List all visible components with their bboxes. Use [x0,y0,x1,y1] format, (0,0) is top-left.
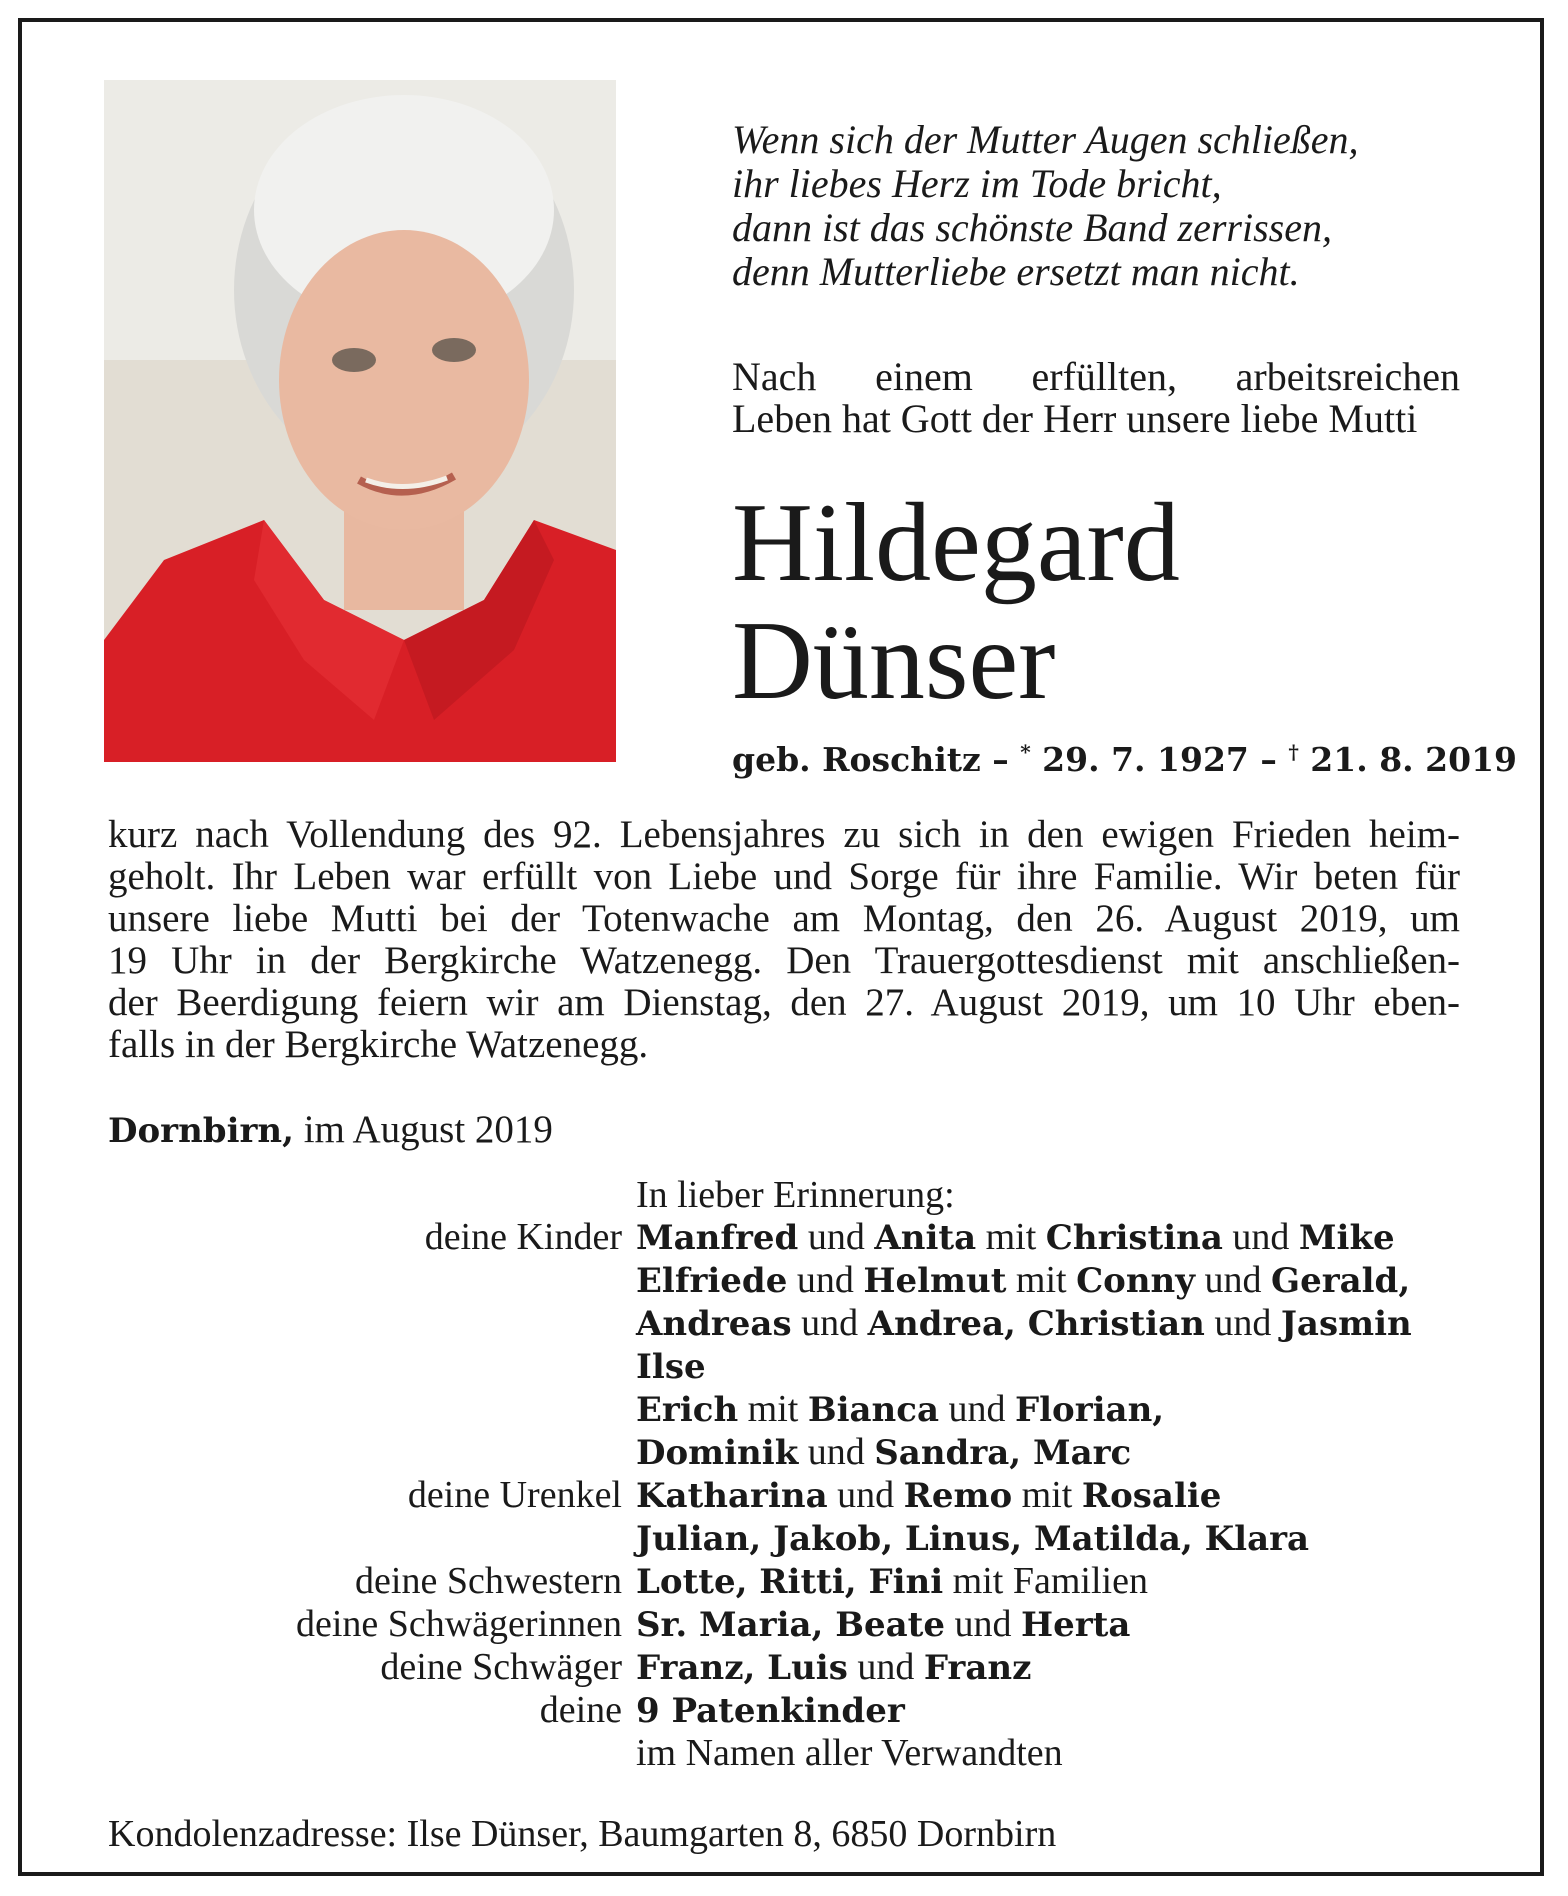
connector-text: und [787,1259,864,1301]
body-line: kurz nach Vollendung des 92. Lebensjahres zu sich in den ewigen Frieden heim- [108,813,1460,856]
mourner-names [636,1302,1412,1345]
poem [732,118,1492,294]
condolence-address: Kondolenzadresse: Ilse Dünser, Baumgarten 8, 6850 Dornbirn [108,1813,1057,1855]
relation-label [200,1732,636,1774]
mourner-row [200,1302,1500,1345]
mourner-name: Helmut [863,1261,1007,1301]
mourner-name: Franz [923,1648,1032,1688]
body-line: unsere liebe Mutti bei der Totenwache am Montag, den 26. August 2019, um [108,897,1460,940]
mourner-name: Anita [874,1218,977,1258]
deceased-name [732,481,1492,723]
mourner-names [636,1646,1031,1689]
death-date: 21. 8. 2019 [1298,740,1517,779]
mourner-name: Remo [903,1476,1013,1516]
relation-label [200,1388,636,1431]
mourners-header: In lieber Erinnerung: [636,1174,955,1216]
mourner-names [636,1345,706,1388]
mourner-names [636,1216,1395,1259]
mourner-names [636,1732,1063,1774]
mourners-list [200,1174,1500,1774]
connector-text: und [1195,1259,1272,1301]
mourner-name: Florian, [1015,1390,1165,1430]
mourner-name: Rosalie [1081,1476,1222,1516]
mourner-name: Manfred [636,1218,799,1258]
place-city: Dornbirn, [108,1111,294,1151]
connector-text: und [798,1216,875,1258]
connector-text: mit [1006,1259,1077,1301]
relation-label: deine Schwägerinnen [295,1603,622,1645]
birth-symbol: * [1020,740,1031,764]
mourner-name: Sandra, Marc [874,1433,1132,1473]
mourner-row [200,1689,1500,1732]
mourner-names [636,1603,1130,1646]
mourner-row [200,1474,1500,1517]
life-dates [732,730,1517,782]
connector-text: und [1204,1302,1281,1344]
mourner-row [200,1732,1500,1774]
body-line: der Beerdigung feiern wir am Dienstag, den 27. August 2019, um 10 Uhr eben- [108,981,1460,1024]
relation-label: deine Schwestern [355,1560,622,1602]
first-name: Hildegard [732,481,1180,605]
mourner-row [200,1431,1500,1474]
mourners-header-row [200,1174,1500,1216]
poem-line: dann ist das schönste Band zerrissen, [732,205,1332,250]
mourner-names [636,1388,1164,1431]
mourner-name: Julian, Jakob, Linus, Matilda, Klara [636,1519,1310,1559]
mourner-row [200,1259,1500,1302]
mourner-names [636,1431,1131,1474]
announcement-text [108,814,1460,1066]
place-date: im August 2019 [293,1108,553,1151]
mourner-name: Lotte, Ritti, Fini [636,1562,944,1602]
connector-text: und [944,1603,1021,1645]
intro-line: Leben hat Gott der Herr unsere liebe Mutti [732,396,1418,441]
mourner-name: Christina [1045,1218,1223,1258]
mourner-row [200,1216,1500,1259]
relation-label: deine Schwäger [380,1646,622,1688]
mourner-row [200,1646,1500,1689]
connector-text: und [847,1646,924,1688]
relation-label [200,1517,636,1560]
birth-date: 29. 7. 1927 – [1030,740,1289,779]
connector-text: und [798,1431,875,1473]
intro-line: Nach einem erfüllten, arbeitsreichen [732,354,1460,399]
mourner-name: Jasmin [1280,1304,1412,1344]
poem-line: denn Mutterliebe ersetzt man nicht. [732,249,1300,294]
portrait-photo [104,80,616,762]
relation-label [200,1431,636,1474]
mourner-name: Mike [1298,1218,1395,1258]
mourner-name: Andreas [636,1304,792,1344]
mourner-row [200,1560,1500,1603]
relation-label [200,1259,636,1302]
mourner-name: Sr. Maria, Beate [636,1605,945,1645]
relation-label [200,1302,636,1345]
mourner-name: Conny [1076,1261,1196,1301]
mourner-name: Andrea, Christian [867,1304,1205,1344]
mourner-name: Katharina [636,1476,828,1516]
mourner-names [636,1517,1309,1560]
mourner-name: Bianca [807,1390,939,1430]
relation-label: deine [539,1689,622,1731]
mourner-name: Ilse [636,1347,706,1387]
mourner-row [200,1517,1500,1560]
connector-text: und [827,1474,904,1516]
body-line: falls in der Bergkirche Watzenegg. [108,1023,649,1066]
intro-text [732,356,1460,440]
body-line: geholt. Ihr Leben war erfüllt von Liebe und Sorge für ihre Familie. Wir beten für [108,855,1460,898]
place-and-date [108,1108,553,1153]
connector-text: und [791,1302,868,1344]
mourner-name: 9 Patenkinder [636,1691,905,1731]
death-symbol: † [1288,740,1299,764]
body-line: 19 Uhr in der Bergkirche Watzenegg. Den Trauergottesdienst mit anschließen- [108,939,1460,982]
mourner-name: Elfriede [636,1261,788,1301]
mourner-name: Herta [1020,1605,1131,1645]
maiden-name: geb. Roschitz – [732,740,1021,779]
mourner-names [636,1259,1410,1302]
mourner-name: Erich [636,1390,739,1430]
connector-text: mit [1012,1474,1082,1516]
portrait-illustration [104,80,616,762]
mourner-names [636,1689,905,1732]
poem-line: Wenn sich der Mutter Augen schließen, [732,117,1359,162]
connector-text: und [1222,1216,1299,1258]
connector-text: und [939,1388,1015,1430]
relation-label: deine Urenkel [407,1474,622,1516]
mourner-row [200,1603,1500,1646]
mourner-names [636,1560,1148,1603]
mourner-name: Dominik [636,1433,799,1473]
mourner-names [636,1474,1221,1517]
connector-text: im Namen aller Verwandten [636,1732,1063,1774]
mourner-name: Gerald, [1271,1261,1411,1301]
mourner-name: Franz, Luis [636,1648,848,1688]
connector-text: mit [976,1216,1046,1258]
mourner-row [200,1388,1500,1431]
poem-line: ihr liebes Herz im Tode bricht, [732,161,1222,206]
last-name: Dünser [732,599,1056,723]
relation-label: deine Kinder [424,1216,622,1258]
mourner-row [200,1345,1500,1388]
relation-label [200,1345,636,1388]
connector-text: mit [738,1388,808,1430]
connector-text: mit Familien [943,1560,1148,1602]
